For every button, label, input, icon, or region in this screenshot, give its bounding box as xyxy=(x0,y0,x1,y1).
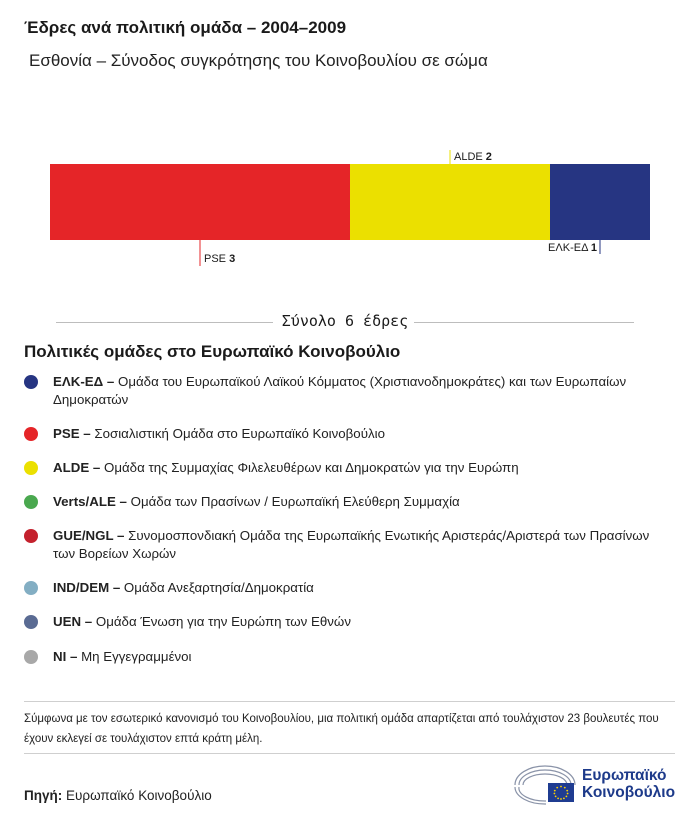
legend-item-epp-ed xyxy=(24,373,664,408)
legend-dot xyxy=(24,529,38,543)
chart-subtitle: Εσθονία – Σύνοδος συγκρότησης του Κοινοβουλίου σε σώμα xyxy=(29,51,488,70)
total-seats-label: Σύνολο 6 έδρες xyxy=(281,312,409,330)
legend-text xyxy=(53,648,653,666)
logo-line-2: Κοινοβούλιο xyxy=(582,784,676,801)
legend-item-ind-dem xyxy=(24,579,664,597)
legend-dot xyxy=(24,375,38,389)
legend-title: Πολιτικές ομάδες στο Ευρωπαϊκό Κοινοβούλιο xyxy=(24,342,401,361)
bar-segment-pse xyxy=(50,164,350,240)
logo-wordmark xyxy=(582,767,675,801)
source-value: Ευρωπαϊκό Κοινοβούλιο xyxy=(62,788,212,803)
european-parliament-logo xyxy=(512,763,682,805)
legend-code: ΕΛΚ-ΕΔ – xyxy=(53,374,115,389)
total-seats-row xyxy=(56,312,634,332)
legend-item-verts-ale xyxy=(24,493,664,511)
note-divider-top xyxy=(24,701,675,702)
legend-text xyxy=(53,493,653,511)
legend-item-ni xyxy=(24,648,664,666)
legend-code: PSE – xyxy=(53,426,91,441)
legend-dot xyxy=(24,615,38,629)
legend-text xyxy=(53,373,653,408)
note-divider-bottom xyxy=(24,753,675,754)
legend-code: ALDE – xyxy=(53,460,101,475)
legend-text xyxy=(53,613,653,631)
legend-dot xyxy=(24,495,38,509)
legend-item-gue-ngl xyxy=(24,527,664,562)
footnote: Σύμφωνα με τον εσωτερικό κανονισμό του Κοινοβουλίου, μια πολιτική ομάδα απαρτίζεται από τουλάχιστον 23 βουλευτές που έχουν εκλεγεί σε τουλάχιστον επτά κράτη μέλη. xyxy=(24,713,659,745)
legend-desc: Ομάδα του Ευρωπαϊκού Λαϊκού Κόμματος (Χριστιανοδημοκράτες) και των Ευρωπαίων Δημοκρατών xyxy=(53,374,627,407)
legend-desc: Σοσιαλιστική Ομάδα στο Ευρωπαϊκό Κοινοβούλιο xyxy=(90,426,385,441)
legend-desc: Ομάδα Ανεξαρτησία/Δημοκρατία xyxy=(120,580,314,595)
bar-segment-ελκ-εδ xyxy=(550,164,650,240)
bar-label-alde: ALDE 2 xyxy=(454,151,492,163)
legend-item-uen xyxy=(24,613,664,631)
bar-label-pse: PSE 3 xyxy=(204,253,236,265)
legend-item-alde xyxy=(24,459,664,477)
bar-label-ελκ-εδ: ΕΛΚ-ΕΔ 1 xyxy=(548,242,597,254)
legend-dot xyxy=(24,461,38,475)
legend-text xyxy=(53,425,653,443)
legend-code: NI – xyxy=(53,649,78,664)
source-line xyxy=(24,788,212,803)
legend-dot xyxy=(24,581,38,595)
legend-text xyxy=(53,527,653,562)
european-parliament-logo-icon xyxy=(512,763,578,805)
legend-dot xyxy=(24,650,38,664)
legend-code: UEN – xyxy=(53,614,93,629)
legend-desc: Συνομοσπονδιακή Ομάδα της Ευρωπαϊκής Ενωτικής Αριστεράς/Αριστερά των Πρασίνων των Βορείων Χωρών xyxy=(53,528,650,561)
source-label: Πηγή: xyxy=(24,788,63,803)
chart-title: Έδρες ανά πολιτική ομάδα – 2004–2009 xyxy=(24,18,347,37)
legend-dot xyxy=(24,427,38,441)
legend-text xyxy=(53,579,653,597)
total-divider-right xyxy=(414,322,634,323)
legend-code: Verts/ALE – xyxy=(53,494,127,509)
legend-desc: Μη Εγγεγραμμένοι xyxy=(77,649,192,664)
legend-desc: Ομάδα των Πρασίνων / Ευρωπαϊκή Ελεύθερη Συμμαχία xyxy=(126,494,460,509)
legend-code: GUE/NGL – xyxy=(53,528,125,543)
legend-item-pse xyxy=(24,425,664,443)
legend-desc: Ομάδα της Συμμαχίας Φιλελευθέρων και Δημοκρατών για την Ευρώπη xyxy=(100,460,519,475)
logo-line-1: Ευρωπαϊκό xyxy=(582,767,667,784)
seats-stacked-bar-chart xyxy=(0,140,700,280)
legend-desc: Ομάδα Ένωση για την Ευρώπη των Εθνών xyxy=(92,614,351,629)
bar-segment-alde xyxy=(350,164,550,240)
legend-text xyxy=(53,459,653,477)
legend-code: IND/DEM – xyxy=(53,580,121,595)
